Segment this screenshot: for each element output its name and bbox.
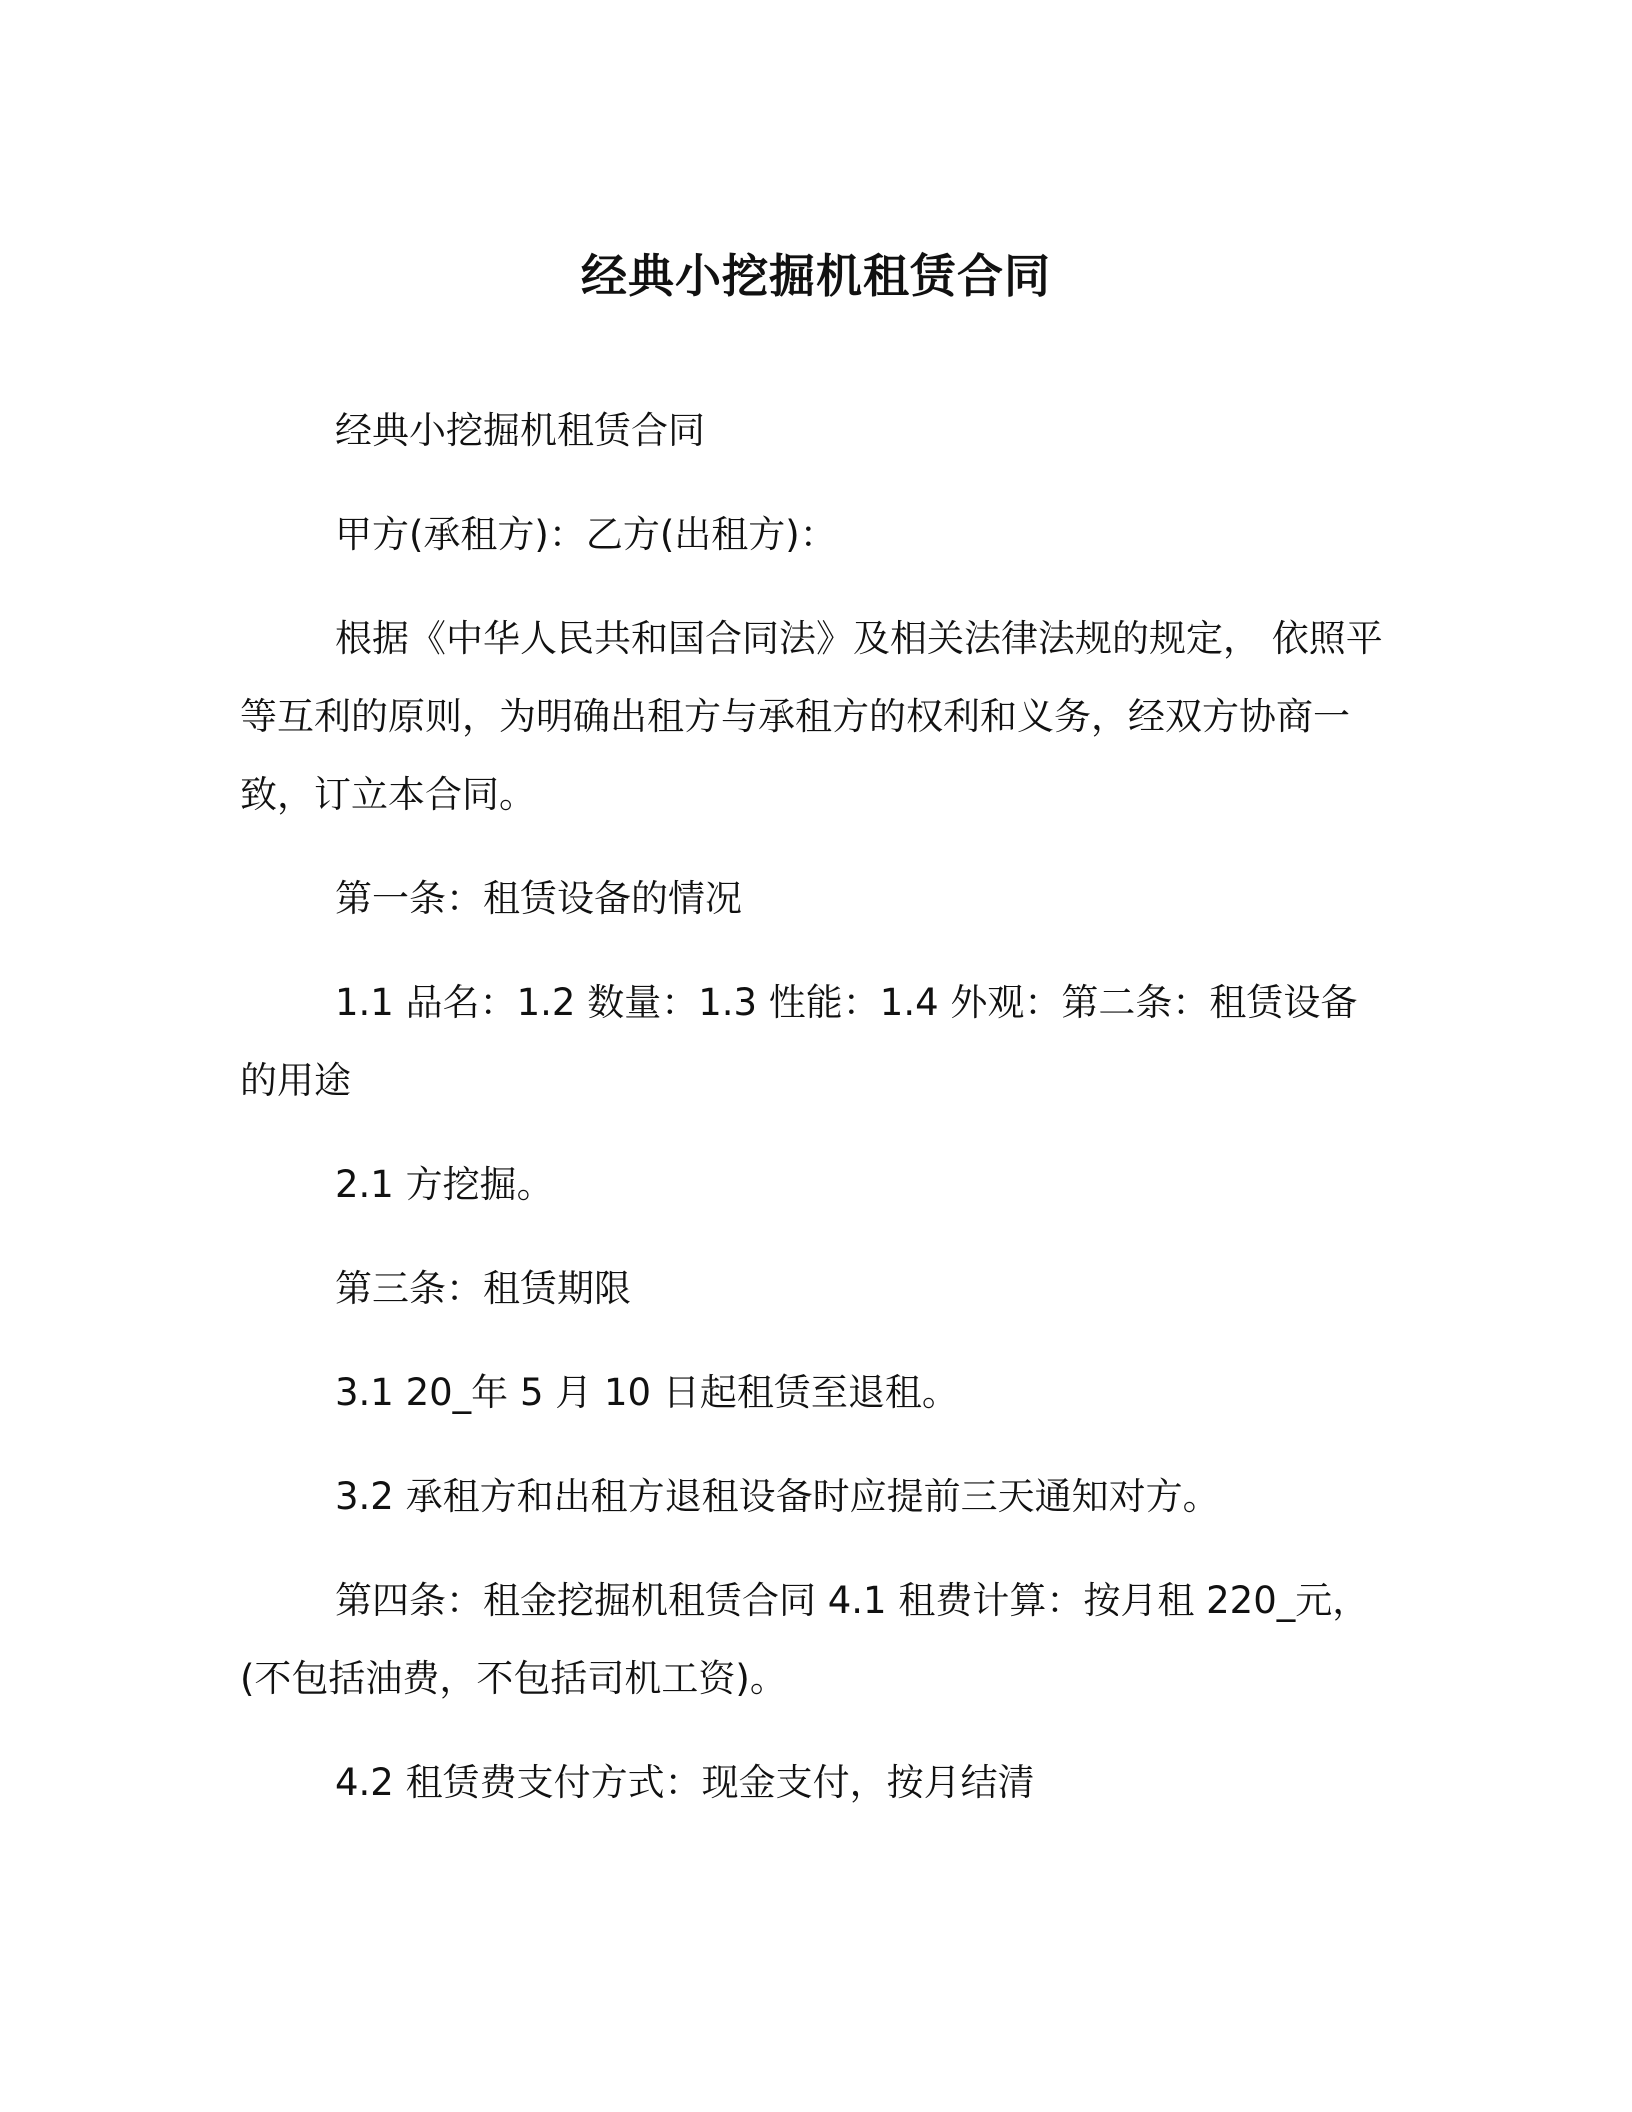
paragraph-preamble: 根据《中华人民共和国合同法》及相关法律法规的规定， 依照平等互利的原则，为明确出租方与承租方的权利和义务，经双方协商一致，订立本合同。 — [240, 617, 1383, 816]
document-body — [240, 392, 1385, 1848]
paragraph-article-3-heading: 第三条：租赁期限 — [335, 1267, 631, 1310]
paragraph-3-2: 3.2 承租方和出租方退租设备时应提前三天通知对方。 — [335, 1475, 1220, 1518]
paragraph-article-4: 第四条：租金挖掘机租赁合同 4.1 租费计算：按月租 220_元，(不包括油费，不包括司机工资)。 — [240, 1579, 1370, 1700]
paragraph-2-1: 2.1 方挖掘。 — [335, 1163, 554, 1206]
paragraph-3-1: 3.1 20_年 5 月 10 日起租赁至退租。 — [335, 1371, 959, 1414]
paragraph-parties: 甲方(承租方)：乙方(出租方)： — [335, 513, 837, 556]
paragraph-4-2: 4.2 租赁费支付方式：现金支付，按月结清 — [335, 1761, 1035, 1804]
paragraph-article-1-heading: 第一条：租赁设备的情况 — [335, 877, 742, 920]
paragraph-article-1-items: 1.1 品名：1.2 数量：1.3 性能：1.4 外观：第二条：租赁设备的用途 — [240, 981, 1358, 1102]
document-title: 经典小挖掘机租赁合同 — [581, 248, 1051, 303]
paragraph-subtitle: 经典小挖掘机租赁合同 — [335, 409, 705, 452]
